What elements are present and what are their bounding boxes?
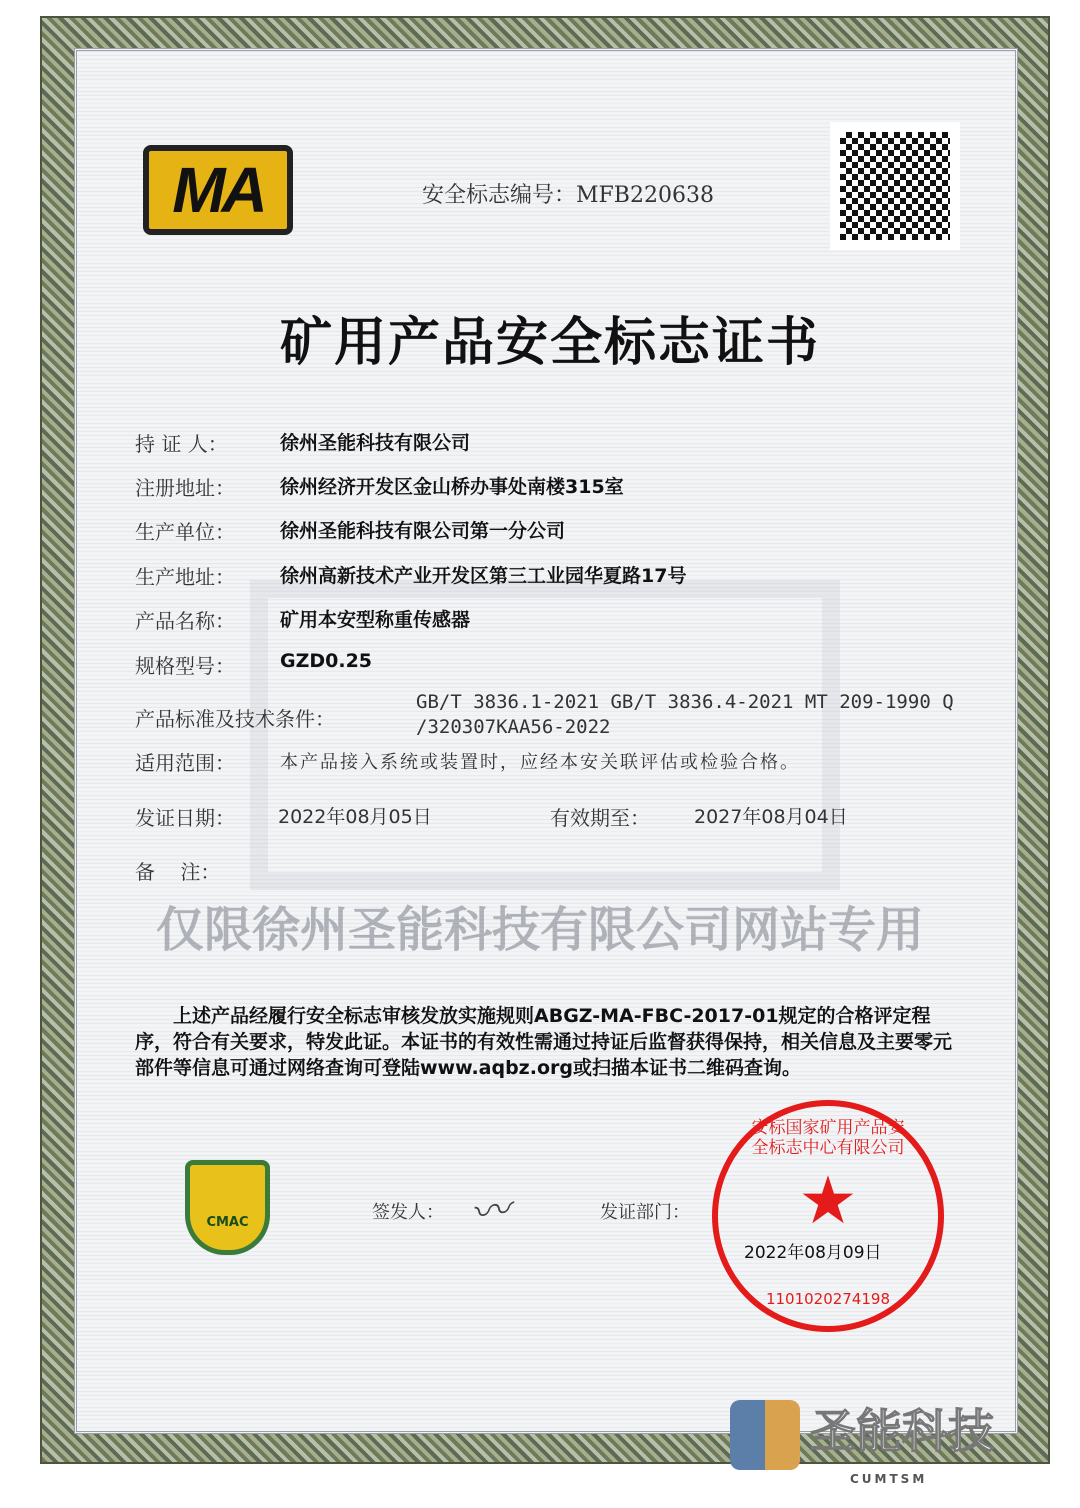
cmac-logo: CMAC bbox=[185, 1160, 270, 1255]
scope-value: 本产品接入系统或装置时，应经本安关联评估或检验合格。 bbox=[280, 752, 800, 773]
brand-logo bbox=[730, 1396, 994, 1486]
field-value: 矿用本安型称重传感器 bbox=[280, 609, 471, 631]
watermark-text: 仅限徐州圣能科技有限公司网站专用 bbox=[155, 902, 924, 958]
serial-number: 安全标志编号：MFB220638 bbox=[422, 183, 714, 208]
field-value: 徐州圣能科技有限公司 bbox=[280, 432, 471, 454]
field-value: 徐州圣能科技有限公司第一分公司 bbox=[280, 520, 566, 542]
certificate-title: 矿用产品安全标志证书 bbox=[279, 312, 820, 373]
seal-date: 2022年08月09日 bbox=[744, 1243, 882, 1263]
field-label: 产品名称： bbox=[135, 609, 235, 633]
signature: 〰 bbox=[467, 1186, 514, 1238]
field-value: 徐州高新技术产业开发区第三工业园华夏路17号 bbox=[280, 565, 687, 587]
field-label: 规格型号： bbox=[135, 654, 235, 678]
department-label: 发证部门： bbox=[600, 1202, 690, 1223]
official-seal bbox=[712, 1100, 944, 1332]
scope-label: 适用范围： bbox=[135, 751, 235, 775]
ma-logo: MA bbox=[143, 145, 293, 235]
field-label: 注册地址： bbox=[135, 476, 235, 500]
valid-until-label: 有效期至： bbox=[550, 806, 650, 830]
standards-label: 产品标准及技术条件： bbox=[135, 707, 335, 731]
valid-until-date: 2027年08月04日 bbox=[694, 806, 848, 828]
field-label: 生产地址： bbox=[135, 565, 235, 589]
signer-label: 签发人： bbox=[372, 1202, 444, 1223]
issue-date: 2022年08月05日 bbox=[278, 806, 432, 828]
field-value: 徐州经济开发区金山桥办事处南楼315室 bbox=[280, 476, 624, 498]
remark-label: 备 注： bbox=[135, 860, 221, 884]
issue-date-label: 发证日期： bbox=[135, 806, 235, 830]
standards-value: GB/T 3836.1-2021 GB/T 3836.4-2021 MT 209-1990 Q /320307KAA56-2022 bbox=[416, 691, 954, 738]
field-label: 持 证 人： bbox=[135, 432, 228, 456]
certification-statement: 上述产品经履行安全标志审核发放实施规则ABGZ-MA-FBC-2017-01规定的合格评定程序，符合有关要求，特发此证。本证书的有效性需通过持证后监督获得保持，相关信息及主要零元部件等信息可通过网络查询可登陆www.aqbz.org或扫描本证书二维码查询。 bbox=[135, 1005, 953, 1079]
star-icon: ★ bbox=[798, 1162, 858, 1239]
seal-name: 安标国家矿用产品安全标志中心有限公司 bbox=[751, 1118, 905, 1158]
seal-number: 1101020274198 bbox=[765, 1290, 891, 1308]
field-label: 生产单位： bbox=[135, 520, 235, 544]
qr-code[interactable] bbox=[830, 122, 960, 250]
brand-sub: CUMTSM bbox=[850, 1472, 928, 1486]
brand-name: 圣能科技 bbox=[810, 1404, 994, 1458]
field-value: GZD0.25 bbox=[280, 650, 373, 672]
brand-mark-icon bbox=[730, 1400, 800, 1470]
